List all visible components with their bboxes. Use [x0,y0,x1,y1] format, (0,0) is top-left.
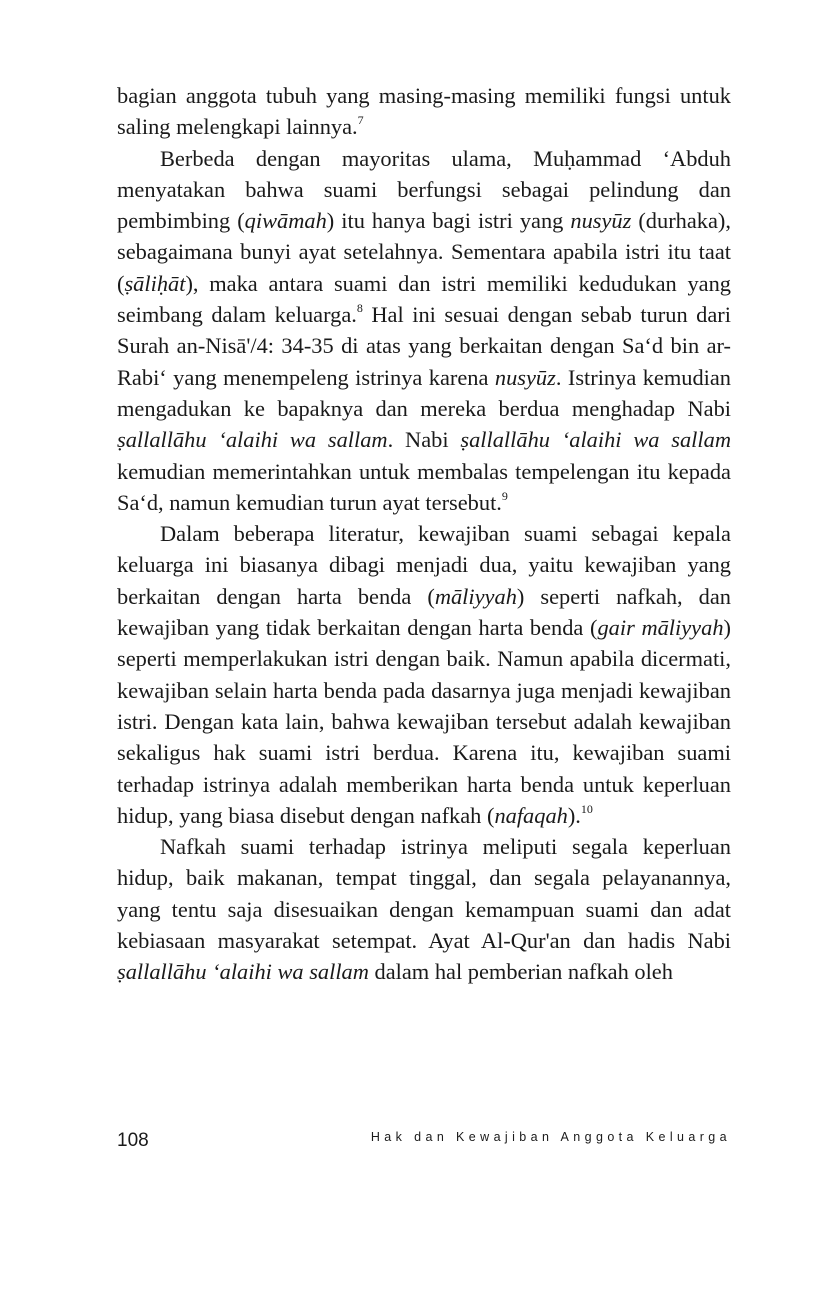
text-run: Nafkah suami terhadap istrinya meliputi segala keperluan hidup, baik makanan, tempat tinggal, dan segala pelayanannya, yang tentu saja disesuaikan dengan kemampuan suami dan adat kebiasaan masyarakat setempat. Ayat Al-Qur'an dan hadis Nabi [117,834,731,954]
paragraph-3 [117,518,731,831]
italic-term: nusyūz [570,208,632,234]
footnote-ref: 9 [501,488,508,503]
text-run: (durhaka), sebagaimana bunyi ayat setelahnya. Sementara apabila istri itu taat ( [117,208,731,296]
text-run: ). [567,802,581,828]
text-run: ) itu hanya bagi istri yang [326,208,571,234]
text-run: Berbeda dengan mayoritas ulama, Muḥammad ‘Abduh menyatakan bahwa suami berfungsi sebagai pelindung dan pembimbing ( [117,145,731,234]
text-run: ) seperti memperlakukan istri dengan baik. Namun apabila dicermati, kewajiban selain harta benda pada dasarnya juga menjadi kewajiban istri. Dengan kata lain, bahwa kewajiban tersebut adalah kewajiban sekaligus hak suami istri berdua. Karena itu, kewajiban suami terhadap istrinya adalah memberikan harta benda untuk keperluan hidup, yang biasa disebut dengan nafkah ( [117,615,731,828]
page-footer [117,1126,731,1156]
italic-term: ṣallallāhu ‘alaihi wa sallam [117,427,388,453]
text-run: bagian anggota tubuh yang masing-masing memiliki fungsi untuk saling melengkapi lainnya. [117,83,731,140]
footnote-ref: 7 [357,113,364,128]
page-body [117,80,731,988]
text-run: Dalam beberapa literatur, kewajiban suami sebagai kepala keluarga ini biasanya dibagi menjadi dua, yaitu kewajiban yang berkaitan dengan harta benda ( [117,521,731,609]
text-run: . Nabi [387,427,461,453]
paragraph-2 [117,143,731,519]
text-run: . Istrinya kemudian mengadukan ke bapaknya dan mereka berdua menghadap Nabi [117,364,731,421]
page-number: 108 [117,1130,149,1151]
text-run: kemudian memerintahkan untuk membalas tempelengan itu kepada Sa‘d, namun kemudian turun ayat tersebut. [117,458,731,515]
text-run: Hal ini sesuai dengan sebab turun dari Surah an-Nisā'/4: 34-35 di atas yang berkaitan dengan Sa‘d bin ar-Rabi‘ yang menempeleng istrinya karena [117,302,731,390]
paragraph-4 [117,831,731,987]
italic-term: māliyyah [434,583,517,609]
italic-term: nusyūz [494,364,556,390]
footnote-ref: 10 [580,801,593,816]
footnote-ref: 8 [356,301,363,316]
text-run: ), maka antara suami dan istri memiliki kedudukan yang seimbang dalam keluarga. [117,270,731,328]
running-header: Hak dan Kewajiban Anggota Keluarga [370,1130,731,1144]
italic-term: ṣallallāhu ‘alaihi wa sallam [460,427,731,453]
italic-term: ṣāliḥāt [124,270,186,296]
text-run: dalam hal pemberian nafkah oleh [368,959,673,985]
text-run: ) seperti nafkah, dan kewajiban yang tidak berkaitan dengan harta benda ( [117,583,732,641]
italic-term: gair māliyyah [597,615,724,641]
paragraph-1 [117,80,731,143]
italic-term: qiwāmah [244,208,327,234]
italic-term: nafaqah [494,802,568,828]
italic-term: ṣallallāhu ‘alaihi wa sallam [117,959,369,985]
